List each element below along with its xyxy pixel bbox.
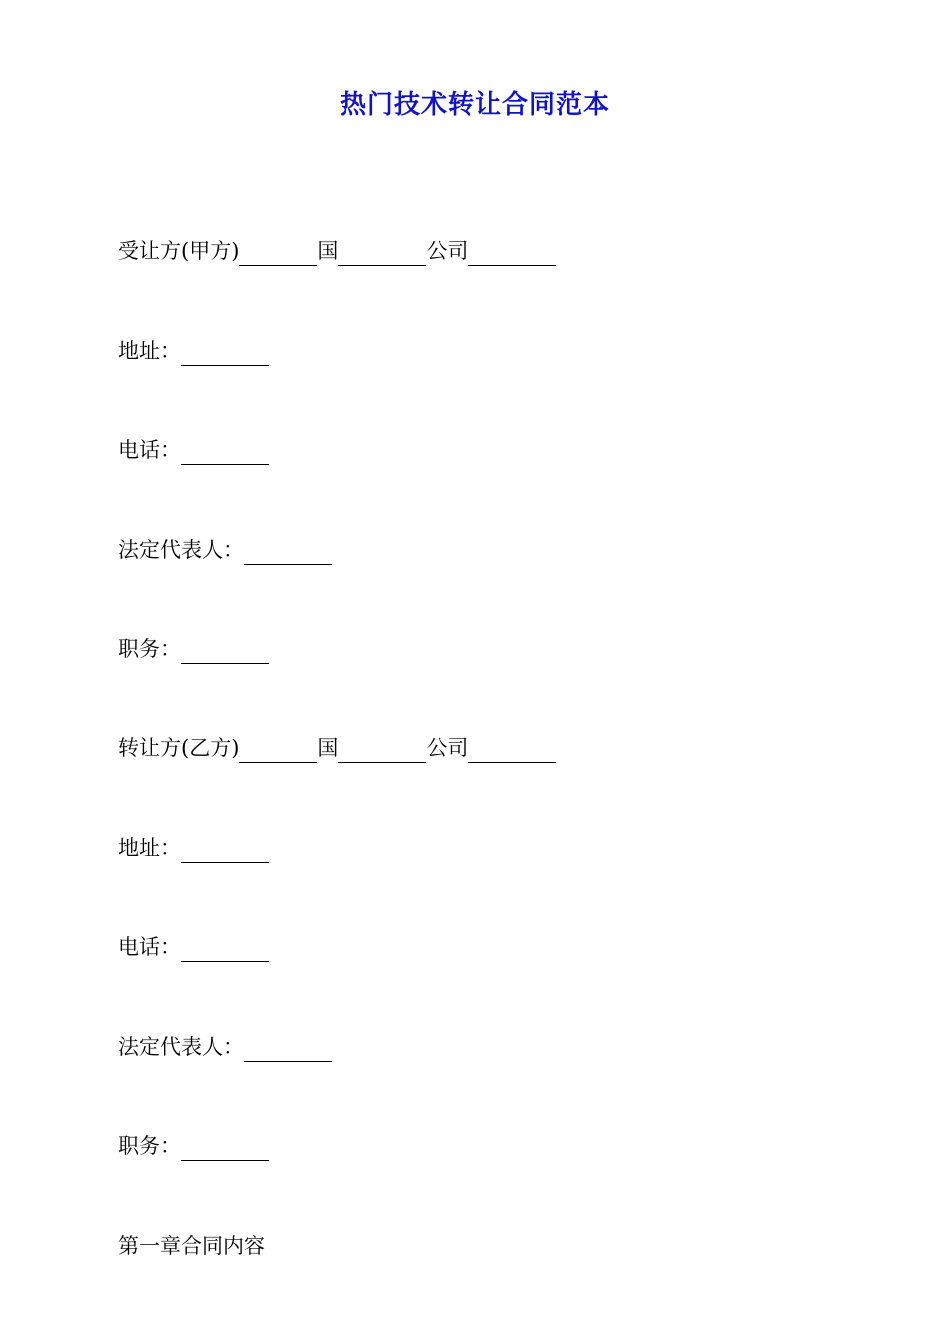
party-a-phone-label: 电话： [118, 438, 181, 462]
party-b-company-label: 公司 [426, 736, 469, 760]
party-a-position-blank[interactable] [181, 639, 269, 664]
party-a-country-blank[interactable] [239, 241, 317, 266]
document-title: 热门技术转让合同范本 [339, 90, 610, 120]
party-a-position-row [118, 634, 269, 664]
party-a-country-label: 国 [317, 239, 339, 263]
party-b-country-blank[interactable] [239, 738, 317, 763]
party-a-heading-label: 受让方(甲方) [118, 239, 240, 263]
party-a-position-label: 职务： [118, 637, 181, 661]
party-b-address-blank[interactable] [181, 838, 269, 863]
party-a-company-name-blank[interactable] [338, 241, 426, 266]
party-b-address-row [118, 833, 269, 863]
party-a-address-blank[interactable] [181, 341, 269, 366]
party-a-phone-row [118, 435, 269, 465]
party-b-representative-blank[interactable] [244, 1037, 332, 1062]
party-a-representative-blank[interactable] [244, 540, 332, 565]
party-b-company-name-blank[interactable] [338, 738, 426, 763]
party-b-representative-row [118, 1032, 332, 1062]
party-a-address-row [118, 336, 269, 366]
party-b-country-label: 国 [317, 736, 339, 760]
party-b-representative-label: 法定代表人： [118, 1035, 244, 1059]
party-a-heading [118, 236, 556, 266]
party-b-phone-label: 电话： [118, 935, 181, 959]
party-a-phone-blank[interactable] [181, 440, 269, 465]
party-a-representative-label: 法定代表人： [118, 538, 244, 562]
party-b-phone-row [118, 932, 269, 962]
party-a-company-label: 公司 [426, 239, 469, 263]
party-b-heading-label: 转让方(乙方) [118, 736, 240, 760]
party-a-representative-row [118, 535, 332, 565]
party-b-company-blank[interactable] [468, 738, 556, 763]
party-b-position-blank[interactable] [181, 1136, 269, 1161]
party-a-company-blank[interactable] [468, 241, 556, 266]
party-b-heading [118, 733, 556, 763]
party-a-address-label: 地址： [118, 339, 181, 363]
party-b-address-label: 地址： [118, 836, 181, 860]
party-b-phone-blank[interactable] [181, 937, 269, 962]
party-b-position-row [118, 1131, 269, 1161]
party-b-position-label: 职务： [118, 1134, 181, 1158]
chapter-heading: 第一章合同内容 [118, 1234, 265, 1258]
